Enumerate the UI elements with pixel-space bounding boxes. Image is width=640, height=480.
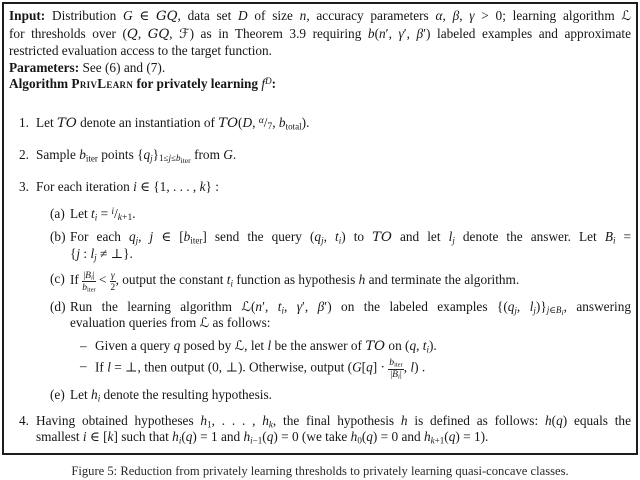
- step-4-number: 4.: [19, 412, 29, 428]
- substep-a-text: [70, 206, 631, 223]
- step-4-line-1: Having obtained hypotheses $h_1$, . . . , $h_k$, the final hypothesis h is defined as follows: h(q) equals the: [36, 412, 631, 429]
- substep-d-line-2: evaluation queries from ℒ as follows:: [70, 315, 271, 331]
- step-3-text: For each iteration i ∈ {1, . . . , k} :: [36, 178, 219, 194]
- d-bullet-2-dash: –: [80, 358, 87, 374]
- step-4-text: [36, 413, 631, 446]
- substep-d: [50, 299, 631, 332]
- step-1-text: Let TO denote an instantiation of TO(D, $^\alpha/_7$, $b_{total}$).: [36, 114, 310, 132]
- step-2-text: Sample $b_{iter}$ points $\{q_j\}_{1\le j\le b_{iter}}$ from G.: [36, 147, 237, 166]
- substep-b-line-1: For each $q_j$, j ∈ $[b_{iter}]$ send the query ($q_j$, $t_i$) to TO and let $l_j$ denote the answer. Let $B_i$ =: [70, 228, 632, 245]
- d-bullet-2: [80, 358, 631, 380]
- substep-a-line-1: Let $t_i = ^i/_{k+1}$.: [70, 205, 136, 223]
- algorithm-title: Algorithm PrivLearn for privately learning $f^D$:: [9, 75, 277, 91]
- step-3: [19, 179, 631, 196]
- substep-b: [50, 229, 631, 263]
- substep-d-line-1: Run the learning algorithm ℒ(n′, $t_i$, γ′, β′) on the labeled examples {($q_j$, $l_j)\}_{j\in B_i}$, answering: [70, 298, 631, 317]
- substep-d-bullet-list: [80, 338, 631, 381]
- substep-c-label: (c): [50, 270, 65, 286]
- d-bullet-1: [80, 338, 631, 356]
- d-bullet-2-text: If l = ⊥, then output (0, ⊥). Otherwise, output (G[q] · $\frac{b_{iter}}{|B_i|}$ , l) .: [95, 357, 426, 381]
- figure-caption: Figure 5: Reduction from privately learning thresholds to privately learning quasi-concave classes.: [71, 464, 569, 478]
- substep-list: [50, 206, 631, 404]
- substep-e: [50, 387, 631, 404]
- parameters-line: Parameters: See (6) and (7).: [9, 59, 166, 75]
- step-list: [19, 115, 631, 446]
- d-bullet-1-text: Given a query q posed by ℒ, let l be the answer of TO on (q, $t_i$).: [95, 337, 437, 354]
- substep-c: [50, 271, 631, 293]
- substep-a: [50, 206, 631, 223]
- step-2-number: 2.: [19, 147, 29, 162]
- substep-e-line-1: Let $h_i$ denote the resulting hypothesis.: [70, 387, 272, 404]
- input-line-2: for thresholds over (Q, GQ, ℱ) as in Theorem 3.9 requiring b(n′, γ′, β′) labeled examples and approximate: [9, 25, 631, 42]
- algorithm-figure-box: [2, 2, 638, 455]
- substep-c-line-1: If $\frac{|B_i|}{b_{iter}}$ < $\frac{\gamma}{2}$ , output the constant $t_i$ function as hypothesis h and terminate the algorithm.: [70, 269, 520, 294]
- input-line-1: Input: Distribution G ∈ GQ, data set D of size n, accuracy parameters α, β, γ > 0; learning algorithm ℒ: [9, 8, 632, 24]
- substep-b-label: (b): [50, 228, 66, 244]
- step-1: [19, 115, 631, 133]
- d-bullet-1-dash: –: [80, 337, 87, 353]
- step-1-number: 1.: [19, 114, 29, 130]
- input-paragraph: [9, 8, 631, 60]
- substep-d-text: [70, 299, 631, 332]
- substep-a-label: (a): [50, 206, 65, 221]
- step-4: [19, 413, 631, 446]
- substep-e-text: [70, 387, 631, 404]
- step-3-number: 3.: [19, 178, 29, 194]
- substep-b-line-2: {j : $l_j$ ≠ ⊥}.: [70, 246, 133, 263]
- step-2: [19, 147, 631, 164]
- input-line-3: restricted evaluation access to the target function.: [9, 43, 273, 58]
- step-4-line-2: smallest i ∈ [k] such that $h_i(q) = 1$ and $h_{i-1}(q) = 0$ (we take $h_0(q) = 0$ and $h_{k+1}(q) = 1$).: [36, 429, 489, 446]
- substep-b-text: [70, 229, 631, 263]
- substep-e-label: (e): [50, 387, 65, 403]
- substep-c-text: [70, 271, 631, 293]
- substep-d-label: (d): [50, 298, 66, 314]
